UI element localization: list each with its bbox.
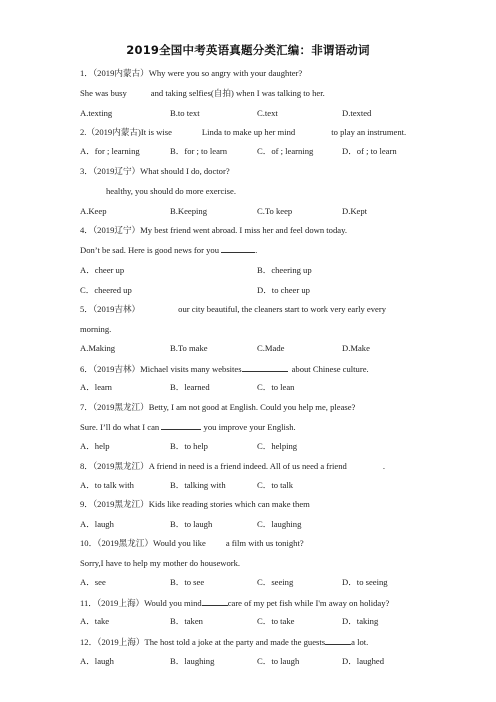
question-7-option-c[interactable]: C．helping [257, 441, 298, 451]
question-2-option-b[interactable]: B．for ; to learn [170, 146, 228, 156]
question-12-stem: 12．（2019上海）The host told a joke at the party and made the guests a lot. [80, 637, 369, 647]
question-5-option-c[interactable]: C.Made [257, 343, 285, 353]
question-5-stem: 5．（2019吉林） our city beautiful, the cleaners start to work very early every [80, 304, 386, 314]
question-6-option-b[interactable]: B．learned [170, 382, 210, 392]
question-3-stem-line2: healthy, you should do more exercise. [106, 186, 236, 196]
question-3-option-b[interactable]: B.Keeping [170, 206, 207, 216]
question-8-stem: 8．（2019黑龙江）A friend in need is a friend indeed. All of us need a friend . [80, 461, 385, 471]
question-4-option-d[interactable]: D．to cheer up [257, 285, 310, 295]
question-4-stem-line2: Don’t be sad. Here is good news for you . [80, 245, 258, 255]
question-7-stem: 7．（2019黑龙江）Betty, I am not good at English. Could you help me, please? [80, 402, 356, 412]
question-10-stem: 10．（2019黑龙江）Would you like a film with us tonight? [80, 538, 304, 548]
question-11-option-d[interactable]: D．taking [342, 616, 379, 626]
question-3-option-d[interactable]: D.Kept [342, 206, 368, 216]
question-3-option-a[interactable]: A.Keep [80, 206, 107, 216]
question-2-option-d[interactable]: D．of ; to learn [342, 146, 397, 156]
question-11-option-b[interactable]: B．taken [170, 616, 203, 626]
question-10-option-c[interactable]: C．seeing [257, 577, 294, 587]
question-5-stem-line2: morning. [80, 324, 112, 334]
question-6-stem: 6．（2019吉林）Michael visits many websites about Chinese culture. [80, 364, 369, 374]
question-1-stem: 1．（2019内蒙古）Why were you so angry with your daughter? [80, 68, 303, 78]
question-1-option-c[interactable]: C.text [257, 108, 278, 118]
question-11-stem: 11．（2019上海）Would you mind care of my pet fish while I'm away on holiday? [80, 598, 390, 608]
question-7-option-a[interactable]: A．help [80, 441, 110, 451]
question-4-option-a[interactable]: A．cheer up [80, 265, 125, 275]
question-11-option-c[interactable]: C．to take [257, 616, 295, 626]
question-6-option-c[interactable]: C．to lean [257, 382, 295, 392]
question-11-option-a[interactable]: A．take [80, 616, 110, 626]
question-8-option-b[interactable]: B．talking with [170, 480, 226, 490]
question-6-option-a[interactable]: A．learn [80, 382, 112, 392]
question-4-option-b[interactable]: B．cheering up [257, 265, 312, 275]
answer-blank [221, 244, 255, 253]
question-5-option-a[interactable]: A.Making [80, 343, 116, 353]
question-10-stem-line2: Sorry,I have to help my mother do housework. [80, 558, 241, 568]
question-3-option-c[interactable]: C.To keep [257, 206, 293, 216]
answer-blank [161, 421, 201, 430]
question-9-option-b[interactable]: B．to laugh [170, 519, 213, 529]
question-1-option-b[interactable]: B.to text [170, 108, 200, 118]
question-5-option-b[interactable]: B.To make [170, 343, 208, 353]
question-2-option-a[interactable]: A．for ; learning [80, 146, 140, 156]
question-10-option-d[interactable]: D．to seeing [342, 577, 388, 587]
question-1-stem-line2: She was busy and taking selfies(自拍) when I was talking to her. [80, 88, 325, 98]
question-9-stem: 9．（2019黑龙江）Kids like reading stories which can make them [80, 499, 310, 509]
answer-blank [242, 363, 288, 372]
question-4-option-c[interactable]: C．cheered up [80, 285, 132, 295]
question-3-stem: 3．（2019辽宁）What should I do, doctor? [80, 166, 230, 176]
question-5-option-d[interactable]: D.Make [342, 343, 370, 353]
question-10-option-a[interactable]: A．see [80, 577, 106, 587]
question-7-option-b[interactable]: B．to help [170, 441, 208, 451]
answer-blank [202, 597, 228, 606]
question-2-option-c[interactable]: C．of ; learning [257, 146, 314, 156]
question-1-option-d[interactable]: D.texted [342, 108, 372, 118]
question-8-option-c[interactable]: C．to talk [257, 480, 294, 490]
question-12-option-a[interactable]: A．laugh [80, 656, 114, 666]
question-4-stem: 4．（2019辽宁）My best friend went abroad. I miss her and feel down today. [80, 225, 347, 235]
question-1-option-a[interactable]: A.texting [80, 108, 113, 118]
page-title: 2019全国中考英语真题分类汇编：非谓语动词 [126, 43, 370, 57]
question-9-option-a[interactable]: A．laugh [80, 519, 114, 529]
question-9-option-c[interactable]: C．laughing [257, 519, 302, 529]
question-12-option-b[interactable]: B．laughing [170, 656, 215, 666]
question-7-stem-line2: Sure. I’ll do what I can you improve your English. [80, 422, 296, 432]
question-12-option-c[interactable]: C．to laugh [257, 656, 300, 666]
question-8-option-a[interactable]: A．to talk with [80, 480, 134, 490]
question-12-option-d[interactable]: D．laughed [342, 656, 385, 666]
question-10-option-b[interactable]: B．to see [170, 577, 205, 587]
answer-blank [325, 636, 351, 645]
question-2-stem: 2.（2019内蒙古)It is wise Linda to make up her mind to play an instrument. [80, 127, 407, 137]
